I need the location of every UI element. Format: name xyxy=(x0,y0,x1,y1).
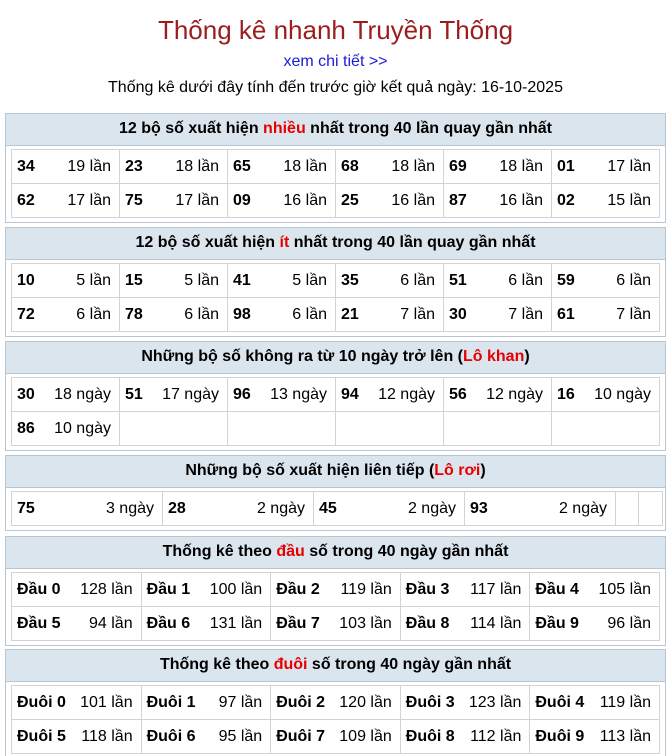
table-cell xyxy=(530,686,660,720)
count-value: 5 lần xyxy=(184,272,219,289)
count-value: 114 lần xyxy=(470,615,522,632)
pair-number: 28 xyxy=(168,500,186,517)
count-value: 101 lần xyxy=(80,694,133,711)
days-value: 10 ngày xyxy=(54,420,111,437)
count-value: 6 lần xyxy=(616,272,651,289)
heading-highlight: đầu xyxy=(276,543,305,560)
page-subtitle: Thống kê dưới đây tính đến trước giờ kết quả ngày: 16-10-2025 xyxy=(108,79,563,96)
pair-number: 02 xyxy=(557,192,575,209)
pair-number: 34 xyxy=(17,158,35,175)
count-value: 17 lần xyxy=(67,192,111,209)
pair-number: 68 xyxy=(341,158,359,175)
table-cell xyxy=(12,412,120,446)
count-value: 18 lần xyxy=(283,158,327,175)
count-value: 123 lần xyxy=(468,694,522,711)
table-cell xyxy=(12,686,142,720)
table-cell xyxy=(336,264,444,298)
tail-digit-label: Đuôi 5 xyxy=(17,728,66,745)
count-value: 131 lần xyxy=(209,615,263,632)
empty-cell xyxy=(552,412,660,446)
heading-text: 12 bộ số xuất hiện xyxy=(119,120,264,137)
pair-number: 15 xyxy=(125,272,143,289)
count-value: 7 lần xyxy=(508,306,543,323)
pair-number: 41 xyxy=(233,272,251,289)
pair-number: 16 xyxy=(557,386,575,403)
count-value: 95 lần xyxy=(218,728,263,745)
table-cell xyxy=(552,378,660,412)
pair-number: 87 xyxy=(449,192,467,209)
pair-number: 69 xyxy=(449,158,467,175)
pair-number: 10 xyxy=(17,272,35,289)
count-value: 113 lần xyxy=(599,728,651,745)
table-row xyxy=(12,264,660,298)
tail-digit-label: Đuôi 0 xyxy=(17,694,66,711)
count-value: 7 lần xyxy=(400,306,435,323)
count-value: 100 lần xyxy=(209,581,263,598)
table-cell xyxy=(12,298,120,332)
count-value: 103 lần xyxy=(339,615,392,632)
head-digit-label: Đầu 4 xyxy=(535,581,579,598)
table-cell xyxy=(336,298,444,332)
pair-number: 25 xyxy=(341,192,359,209)
table-cell xyxy=(314,492,465,526)
empty-cell xyxy=(228,412,336,446)
lo-roi-table xyxy=(11,491,663,526)
table-cell xyxy=(120,298,228,332)
table-row xyxy=(12,573,660,607)
head-digit-label: Đầu 2 xyxy=(276,581,320,598)
pair-number: 96 xyxy=(233,386,251,403)
head-digit-label: Đầu 0 xyxy=(17,581,61,598)
heading-text: số trong 40 ngày gần nhất xyxy=(307,656,512,673)
pair-number: 93 xyxy=(470,500,488,517)
pair-number: 72 xyxy=(17,306,35,323)
head-digit-label: Đầu 6 xyxy=(146,615,191,632)
days-value: 2 ngày xyxy=(558,500,607,517)
tail-digit-label: Đuôi 8 xyxy=(405,728,455,745)
count-value: 109 lần xyxy=(339,728,392,745)
head-digit-label: Đầu 1 xyxy=(146,581,191,598)
least-frequent-panel xyxy=(5,227,666,337)
pair-number: 56 xyxy=(449,386,467,403)
table-cell xyxy=(465,492,616,526)
tail-digit-label: Đuôi 2 xyxy=(276,694,326,711)
tail-digit-label: Đuôi 9 xyxy=(535,728,585,745)
table-cell xyxy=(120,264,228,298)
count-value: 7 lần xyxy=(616,306,651,323)
pair-number: 23 xyxy=(125,158,143,175)
table-cell xyxy=(228,184,336,218)
empty-cell xyxy=(444,412,552,446)
head-digit-label: Đầu 5 xyxy=(17,615,61,632)
pair-number: 98 xyxy=(233,306,251,323)
table-row xyxy=(12,378,660,412)
pair-number: 45 xyxy=(319,500,337,517)
tail-digit-label: Đuôi 7 xyxy=(276,728,326,745)
pair-number: 75 xyxy=(17,500,35,517)
head-digit-label: Đầu 8 xyxy=(405,615,450,632)
table-cell xyxy=(120,184,228,218)
table-cell xyxy=(12,150,120,184)
duoi-stats-heading xyxy=(6,650,665,682)
table-cell xyxy=(12,573,142,607)
table-cell xyxy=(444,184,552,218)
table-row xyxy=(12,298,660,332)
pair-number: 62 xyxy=(17,192,35,209)
most-frequent-heading xyxy=(6,114,665,146)
heading-text: Những bộ số không ra từ 10 ngày trở lên ( xyxy=(141,348,463,365)
count-value: 6 lần xyxy=(76,306,111,323)
pair-number: 30 xyxy=(449,306,467,323)
heading-text: nhất trong 40 lần quay gần nhất xyxy=(305,120,552,137)
tail-digit-label: Đuôi 1 xyxy=(146,694,196,711)
table-cell xyxy=(120,150,228,184)
table-row xyxy=(12,412,660,446)
days-value: 13 ngày xyxy=(270,386,327,403)
count-value: 18 lần xyxy=(391,158,435,175)
days-value: 10 ngày xyxy=(594,386,651,403)
days-value: 12 ngày xyxy=(486,386,543,403)
count-value: 6 lần xyxy=(508,272,543,289)
table-cell xyxy=(400,720,530,754)
empty-cell xyxy=(616,492,639,526)
least-frequent-heading xyxy=(6,228,665,260)
heading-text: ) xyxy=(524,348,530,365)
pair-number: 21 xyxy=(341,306,359,323)
count-value: 15 lần xyxy=(607,192,651,209)
heading-highlight: nhiều xyxy=(263,120,306,137)
count-value: 16 lần xyxy=(499,192,543,209)
pair-number: 09 xyxy=(233,192,251,209)
count-value: 118 lần xyxy=(81,728,133,745)
days-value: 2 ngày xyxy=(256,500,305,517)
table-cell xyxy=(271,607,401,641)
table-cell xyxy=(12,720,142,754)
head-digit-label: Đầu 3 xyxy=(405,581,450,598)
table-cell xyxy=(271,720,401,754)
empty-cell xyxy=(120,412,228,446)
table-cell xyxy=(552,150,660,184)
count-value: 117 lần xyxy=(470,581,522,598)
duoi-stats-panel xyxy=(5,649,666,756)
table-cell xyxy=(228,298,336,332)
head-digit-label: Đầu 9 xyxy=(535,615,579,632)
count-value: 5 lần xyxy=(76,272,111,289)
table-cell xyxy=(336,150,444,184)
days-value: 12 ngày xyxy=(378,386,435,403)
table-row xyxy=(12,686,660,720)
table-row xyxy=(12,607,660,641)
table-row xyxy=(12,184,660,218)
dau-stats-heading xyxy=(6,537,665,569)
pair-number: 75 xyxy=(125,192,143,209)
count-value: 97 lần xyxy=(218,694,263,711)
most-frequent-table xyxy=(11,149,660,218)
table-row xyxy=(12,150,660,184)
table-cell xyxy=(12,607,142,641)
table-cell xyxy=(228,150,336,184)
lo-khan-panel xyxy=(5,341,666,451)
count-value: 128 lần xyxy=(80,581,133,598)
tail-digit-label: Đuôi 6 xyxy=(146,728,196,745)
table-cell xyxy=(228,264,336,298)
count-value: 16 lần xyxy=(391,192,435,209)
least-frequent-table xyxy=(11,263,660,332)
heading-highlight: đuôi xyxy=(273,656,308,673)
pair-number: 65 xyxy=(233,158,251,175)
table-cell xyxy=(12,264,120,298)
pair-number: 78 xyxy=(125,306,143,323)
table-cell xyxy=(141,686,271,720)
heading-text: 12 bộ số xuất hiện xyxy=(135,234,280,251)
dau-stats-panel xyxy=(5,536,666,646)
dau-stats-table xyxy=(11,572,660,641)
table-cell xyxy=(141,573,271,607)
days-value: 18 ngày xyxy=(54,386,111,403)
tail-digit-label: Đuôi 4 xyxy=(535,694,585,711)
heading-highlight: Lô rơi xyxy=(434,462,481,479)
table-cell xyxy=(120,378,228,412)
days-value: 2 ngày xyxy=(407,500,456,517)
pair-number: 94 xyxy=(341,386,359,403)
pair-number: 61 xyxy=(557,306,575,323)
lo-khan-table xyxy=(11,377,660,446)
lo-khan-heading xyxy=(6,342,665,374)
count-value: 105 lần xyxy=(598,581,651,598)
heading-text: ) xyxy=(480,462,486,479)
pair-number: 51 xyxy=(449,272,467,289)
pair-number: 30 xyxy=(17,386,35,403)
table-cell xyxy=(400,607,530,641)
table-cell xyxy=(400,573,530,607)
table-cell xyxy=(530,573,660,607)
table-cell xyxy=(444,150,552,184)
count-value: 17 lần xyxy=(607,158,651,175)
table-cell xyxy=(271,573,401,607)
heading-text: số trong 40 ngày gần nhất xyxy=(304,543,509,560)
table-cell xyxy=(141,720,271,754)
heading-highlight: ít xyxy=(279,234,290,251)
heading-highlight: Lô khan xyxy=(463,348,525,365)
table-cell xyxy=(530,607,660,641)
count-value: 94 lần xyxy=(89,615,133,632)
table-cell xyxy=(271,686,401,720)
table-cell xyxy=(336,184,444,218)
table-cell xyxy=(12,184,120,218)
most-frequent-panel xyxy=(5,113,666,223)
table-cell xyxy=(444,264,552,298)
page-title: Thống kê nhanh Truyền Thống xyxy=(157,15,514,45)
heading-text: nhất trong 40 lần quay gần nhất xyxy=(289,234,536,251)
tail-digit-label: Đuôi 3 xyxy=(405,694,455,711)
head-digit-label: Đầu 7 xyxy=(276,615,320,632)
see-more-link[interactable]: xem chi tiết >> xyxy=(283,53,388,70)
days-value: 3 ngày xyxy=(105,500,154,517)
table-cell xyxy=(228,378,336,412)
count-value: 6 lần xyxy=(184,306,219,323)
days-value: 17 ngày xyxy=(162,386,219,403)
table-row xyxy=(12,720,660,754)
count-value: 18 lần xyxy=(499,158,543,175)
table-cell xyxy=(12,492,163,526)
table-cell xyxy=(444,298,552,332)
table-cell xyxy=(336,378,444,412)
duoi-stats-table xyxy=(11,685,660,754)
table-cell xyxy=(530,720,660,754)
count-value: 6 lần xyxy=(400,272,435,289)
heading-text: Những bộ số xuất hiện liên tiếp ( xyxy=(185,462,435,479)
pair-number: 59 xyxy=(557,272,575,289)
table-row xyxy=(12,492,663,526)
count-value: 96 lần xyxy=(607,615,651,632)
table-cell xyxy=(400,686,530,720)
count-value: 119 lần xyxy=(599,694,651,711)
count-value: 119 lần xyxy=(340,581,392,598)
count-value: 19 lần xyxy=(67,158,111,175)
count-value: 18 lần xyxy=(175,158,219,175)
table-cell xyxy=(141,607,271,641)
table-cell xyxy=(552,184,660,218)
count-value: 17 lần xyxy=(175,192,219,209)
pair-number: 01 xyxy=(557,158,575,175)
table-cell xyxy=(552,264,660,298)
count-value: 5 lần xyxy=(292,272,327,289)
table-cell xyxy=(444,378,552,412)
lo-roi-panel xyxy=(5,455,666,531)
table-cell xyxy=(552,298,660,332)
empty-cell xyxy=(336,412,444,446)
lo-roi-heading xyxy=(6,456,665,488)
empty-cell xyxy=(639,492,663,526)
count-value: 6 lần xyxy=(292,306,327,323)
pair-number: 86 xyxy=(17,420,35,437)
heading-text: Thống kê theo xyxy=(159,656,274,673)
table-cell xyxy=(163,492,314,526)
pair-number: 51 xyxy=(125,386,143,403)
count-value: 120 lần xyxy=(339,694,392,711)
count-value: 16 lần xyxy=(283,192,327,209)
see-more-container xyxy=(0,52,671,72)
count-value: 112 lần xyxy=(470,728,522,745)
table-cell xyxy=(12,378,120,412)
pair-number: 35 xyxy=(341,272,359,289)
heading-text: Thống kê theo xyxy=(162,543,277,560)
